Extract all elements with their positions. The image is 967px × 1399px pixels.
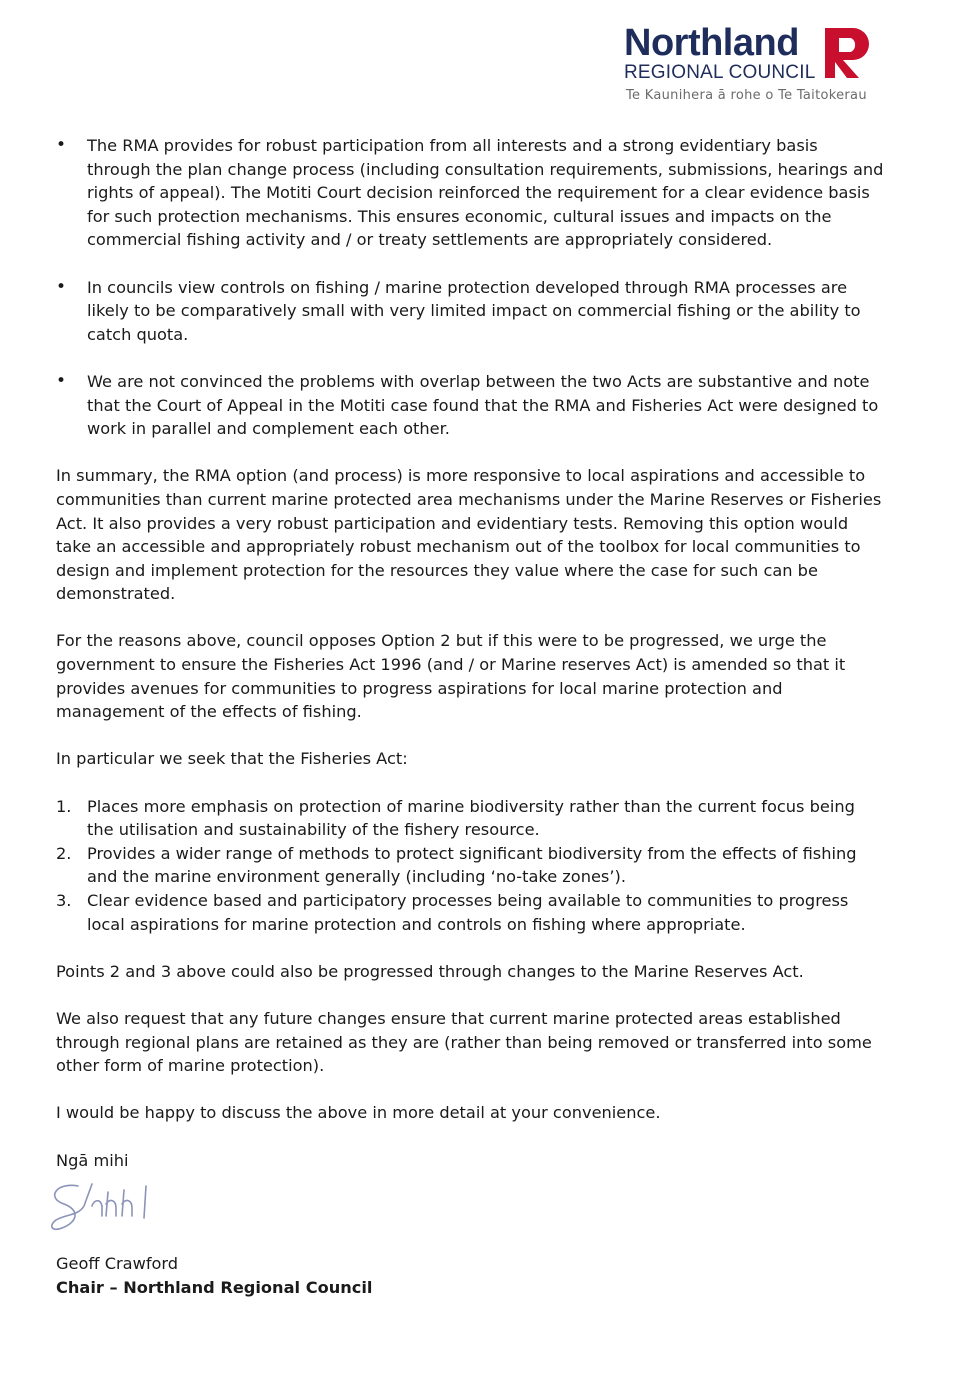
numbered-text: Clear evidence based and participatory processes being available to communities to progress local aspirations for marine protection and controls on fishing where appropriate. [87,891,849,934]
numbered-item [56,889,886,936]
bullet-item: • The RMA provides for robust participation from all interests and a strong evidentiary basis through the plan change process (including consultation requirements, submissions, hearings and rights of appeal). The Motiti Court decision reinforced the requirement for a clear evidence basis for such protection mechanisms. This ensures economic, cultural issues and impacts on the commercial fishing activity and / or treaty settlements are appropriately considered. [56,134,886,252]
numbered-item [56,795,886,842]
handwritten-signature [48,1176,188,1240]
request-paragraph: We also request that any future changes ensure that current marine protected areas established through regional plans are retained as they are (rather than being removed or transferred into some other form of marine protection). [56,1008,872,1076]
numbered-text: Places more emphasis on protection of marine biodiversity rather than the current focus being the utilisation and sustainability of the fishery resource. [87,796,855,840]
letterhead-logo [620,22,895,112]
signatory-title: Chair – Northland Regional Council [56,1277,373,1297]
bullet-item: • In councils view controls on fishing / marine protection developed through RMA processes are likely to be comparatively small with very limited impact on commercial fishing or the ability to catch quota. [56,276,886,347]
points-note-paragraph: Points 2 and 3 above could also be progressed through changes to the Marine Reserves Act. [56,961,804,981]
closing-salutation: Ngā mihi [56,1150,129,1170]
numbered-list [56,795,886,937]
summary-paragraph: In summary, the RMA option (and process) is more responsive to local aspirations and accessible to communities than current marine protected area mechanisms under the Marine Reserves or Fisheries Act. It also provides a very robust participation and evidentiary tests. Removing this option would take an accessible and appropriately robust mechanism out of the toolbox for local communities to design and implement protection for the resources they value where the case for such can be demonstrated. [56,466,882,604]
signatory-name: Geoff Crawford [56,1254,179,1274]
opposition-paragraph: For the reasons above, council opposes Option 2 but if this were to be progressed, we urge the government to ensure the Fisheries Act 1996 (and / or Marine reserves Act) is amended so that it provides avenues for communities to progress aspirations for local marine protection and management of the effects of fishing. [56,631,846,722]
council-emblem-icon [825,24,889,84]
numbered-marker: 2. [56,843,72,863]
logo-org-sub: REGIONAL COUNCIL [624,62,816,83]
discuss-paragraph: I would be happy to discuss the above in more detail at your convenience. [56,1103,661,1123]
bullet-item: • We are not convinced the problems with overlap between the two Acts are substantive and note that the Court of Appeal in the Motiti case found that the RMA and Fisheries Act were designed to work in parallel and complement each other. [56,370,886,441]
bullet-list [56,134,886,441]
numbered-marker: 3. [56,891,72,910]
letter-body [56,134,886,1299]
numbered-item [56,842,886,889]
logo-org-name: Northland [624,22,799,64]
numbered-text: Provides a wider range of methods to protect significant biodiversity from the effects of fishing and the marine environment generally (including ‘no-take zones’). [87,843,857,887]
seek-intro-paragraph: In particular we seek that the Fisheries Act: [56,749,408,769]
numbered-marker: 1. [56,796,72,816]
logo-tagline: Te Kaunihera ā rohe o Te Taitokerau [626,88,867,103]
